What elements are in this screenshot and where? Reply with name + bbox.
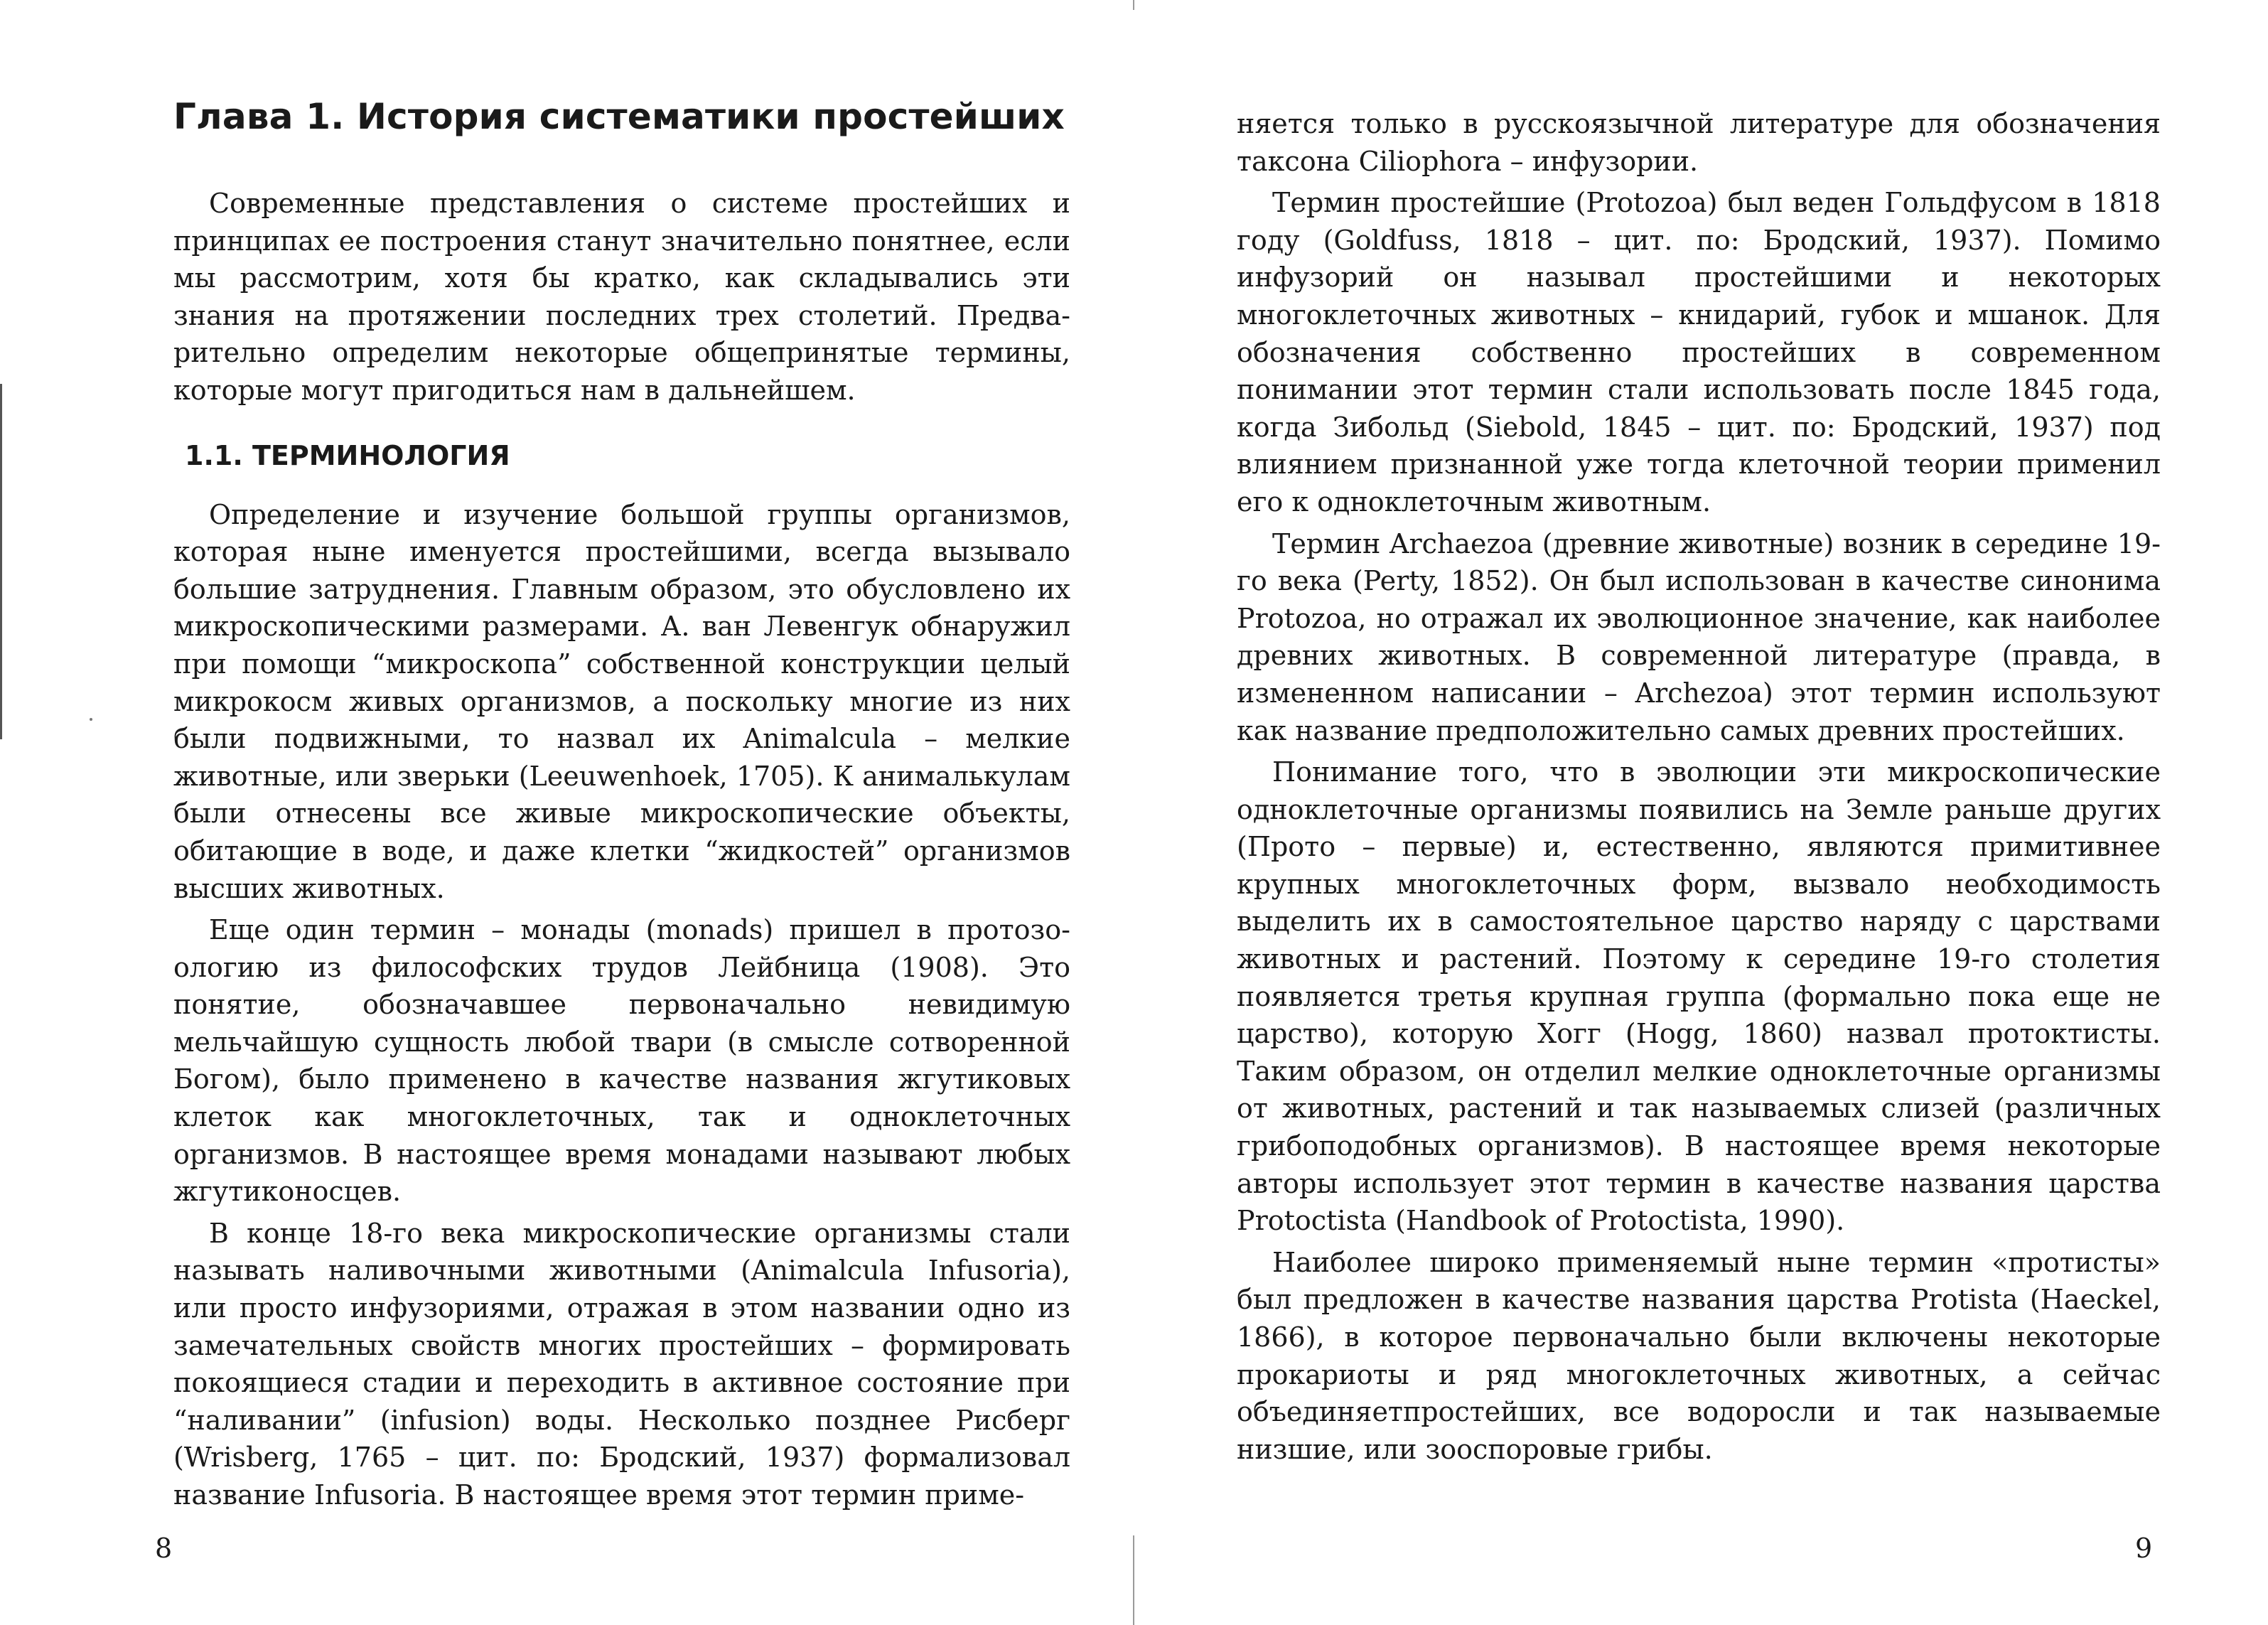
- left-paragraph-3: В конце 18-го века микроскопические организмы стали называть наливочными животными (Animalcula Infusoria), или просто инфузориями, отражая в этом названии одно из замечательных свойств многих простейших – формировать покоящиеся стадии и переходить в активное состояние при “наливании” (infusion) воды. Несколько позднее Рисберг (Wrisberg, 1765 – цит. по: Бродский, 1937) формализовал название Infusoria. В настоящее время этот термин приме-: [173, 1217, 1070, 1511]
- left-paragraph-1: Определение и изучение большой группы организмов, которая ныне именуется простейшими, всегда вызывало большие затруднения. Главным образом, это обусловлено их микроскопическими размерами. А. ван Левенгук обнаружил при помощи “микроскопа” собственной конструкции целый микрокосм живых организмов, а поскольку многие из них были подвижными, то назвал их Animalcula – мелкие животные, или зверьки (Leeuwenhoek, 1705). К анималькулам были отнесены все живые микроскопические объекты, обитающие в воде, и даже клетки “жидкостей” организмов высших животных.: [173, 498, 1070, 904]
- intro-paragraph: Современные представления о системе простейших и принципах ее построения станут значительно понятнее, если мы рассмотрим, хотя бы кратко, как складывались эти знания на протяжении последних трех столетий. Предварительно определим некоторые общепринятые термины, которые могут пригодиться нам в дальнейшем.: [173, 188, 1070, 406]
- right-continuation-paragraph: няется только в русскоязычной литературе для обозначения таксона Ciliophora – инфузории.: [1237, 108, 2161, 177]
- right-page: [1134, 0, 2268, 1625]
- scan-edge-mark: [0, 384, 2, 739]
- right-paragraph-1: Термин простейшие (Protozoa) был веден Гольдфусом в 1818 году (Goldfuss, 1818 – цит. по: Бродский, 1937). Помимо инфузорий он называл простейшими и некоторых многоклеточных животных – книдарий, губок и мшанок. Для обозначения собственно простейших в современном понимании этот термин стали использовать после 1845 года, когда Зибольд (Siebold, 1845 – цит. по: Бродский, 1937) под влиянием признанной уже тогда клеточной теории применил его к одноклеточным животным.: [1237, 187, 2161, 517]
- gutter-mark-top: [1133, 0, 1134, 10]
- chapter-title: Глава 1. История систематики простейших: [173, 96, 1065, 137]
- left-page-text-column: [173, 94, 1070, 1518]
- gutter-mark-bottom: [1133, 1535, 1134, 1625]
- right-page-text-column: [1237, 105, 2161, 1472]
- right-paragraph-2: Термин Archaezoa (древние животные) возник в середине 19-го века (Perty, 1852). Он был использован в качестве синонима Protozoa, но отражал их эволюционное значение, как наиболее древних животных. В современной литературе (правда, в измененном написании – Archezoa) этот термин используют как название предположительно самых древних простейших.: [1237, 527, 2161, 746]
- page-number-left: 8: [155, 1533, 173, 1564]
- left-paragraph-2: Еще один термин – монады (monads) пришел в протозоологию из философских трудов Лейбница (1908). Это понятие, обозначавшее первоначально невидимую мельчайшую сущность любой твари (в смысле сотворенной Богом), было применено в качестве названия жгутиковых клеток как многоклеточных, так и одноклеточных организмов. В настоящее время монадами называют любых жгутиконосцев.: [173, 914, 1070, 1208]
- right-paragraph-3: Понимание того, что в эволюции эти микроскопические одноклеточные организмы появились на Земле раньше других (Прото – первые) и, естественно, являются примитивнее крупных многоклеточных форм, вызвало необходимость выделить их в самостоятельное царство наряду с царствами животных и растений. Поэтому к середине 19-го столетия появляется третья крупная группа (формально пока еще не царство), которую Хогг (Hogg, 1860) назвал протоктисты. Таким образом, он отделил мелкие одноклеточные организмы от животных, растений и так называемых слизей (различных грибоподобных организмов). В настоящее время некоторые авторы использует этот термин в качестве названия царства Protoctista (Handbook of Protoctista, 1990).: [1237, 756, 2161, 1237]
- right-paragraph-4: Наиболее широко применяемый ныне термин «протисты» был предложен в качестве названия царства Protista (Haeckel, 1866), в которое первоначально были включены некоторые прокариоты и ряд многоклеточных животных, а сейчас объединяетпростейших, все водоросли и так называемые низшие, или зооспоровые грибы.: [1237, 1246, 2161, 1465]
- section-title: 1.1. ТЕРМИНОЛОГИЯ: [185, 439, 510, 471]
- scan-speck: [90, 718, 92, 721]
- page-number-right: 9: [2135, 1533, 2153, 1564]
